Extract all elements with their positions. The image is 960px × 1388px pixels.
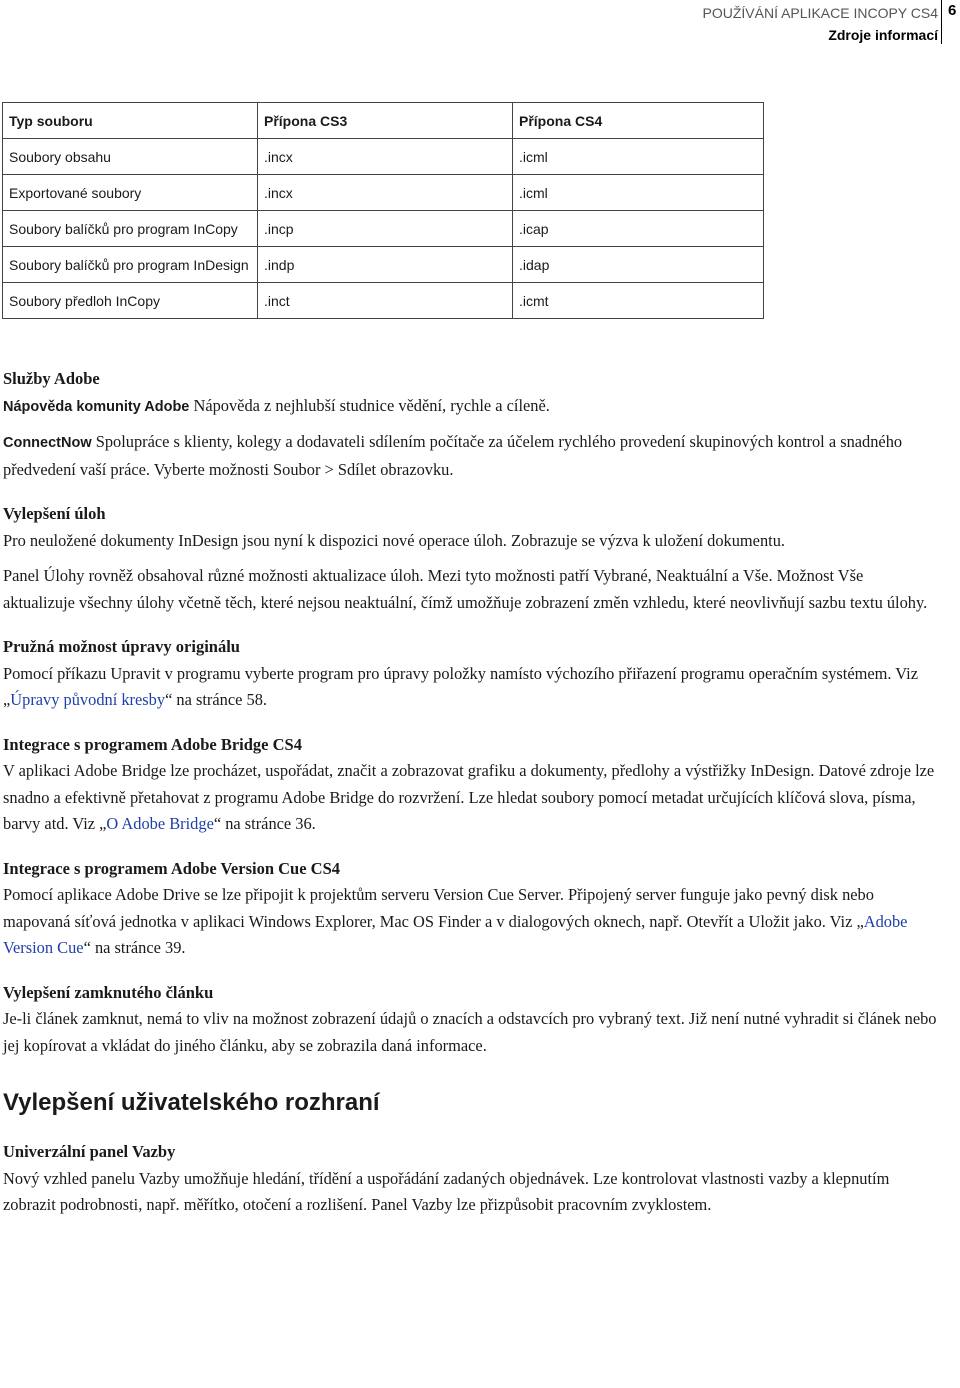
connectnow-label: ConnectNow: [3, 435, 92, 451]
community-help-text: Nápověda z nejhlubší studnice vědění, rychle a cíleně.: [189, 395, 550, 415]
table-cell: .incx: [258, 175, 513, 211]
table-row: [3, 283, 764, 319]
link-about-bridge[interactable]: O Adobe Bridge: [106, 814, 214, 833]
paragraph-version-cue: [3, 882, 938, 962]
community-help-label: Nápověda komunity Adobe: [3, 398, 190, 415]
table-cell: Soubory obsahu: [3, 139, 258, 175]
link-version-cue[interactable]: Adobe Version Cue: [3, 911, 908, 957]
running-header: [703, 2, 938, 46]
table-row: [3, 211, 764, 247]
section-heading-version-cue: Integrace s programem Adobe Version Cue CS4: [3, 858, 341, 878]
table-cell: Soubory předloh InCopy: [3, 283, 258, 319]
table-cell: .incx: [258, 139, 513, 175]
table-cell: Soubory balíčků pro program InCopy: [3, 211, 258, 247]
paragraph-tasks-1: Pro neuložené dokumenty InDesign jsou nyní k dispozici nové operace úloh. Zobrazuje se výzva k uložení dokumentu.: [3, 530, 785, 550]
section-title: Zdroje informací: [828, 27, 938, 43]
table-cell: .indp: [258, 247, 513, 283]
table-row: [3, 139, 764, 175]
paragraph-bridge: [3, 758, 938, 838]
chapter-heading-ui: Vylepšení uživatelského rozhraní: [3, 1089, 380, 1116]
text-span: “ na stránce 58.: [165, 690, 267, 709]
text-span: V aplikaci Adobe Bridge lze procházet, uspořádat, značit a zobrazovat grafiku a dokumenty, předlohy a výstřižky InDesign. Datové zdroje lze snadno a efektivně přetahovat z programu Adobe Bridge do rozvržení. Lze hledat soubory pomocí metadat určujících klíčová slova, písma, barvy atd. Viz „: [3, 761, 935, 833]
paragraph-locked-story: Je-li článek zamknut, nemá to vliv na možnost zobrazení údajů o znacích a odstavcích pro vybraný text. Již není nutné vyhradit si článek nebo jej kopírovat a vkládat do jiného článku, aby se zobrazila daná informace.: [3, 1009, 937, 1055]
section-heading-tasks: Vylepšení úloh: [3, 504, 106, 523]
paragraph-community-help: [3, 393, 938, 421]
document-title: POUŽÍVÁNÍ APLIKACE INCOPY CS4: [702, 5, 938, 21]
table-cell: Exportované soubory: [3, 175, 258, 211]
table-cell: .icml: [513, 139, 764, 175]
section-heading-locked-story: Vylepšení zamknutého článku: [3, 982, 214, 1002]
table-cell: .incp: [258, 211, 513, 247]
column-header: Přípona CS3: [258, 103, 513, 139]
header-divider: [941, 0, 942, 44]
page-number: 6: [948, 2, 957, 19]
column-header: Přípona CS4: [513, 103, 764, 139]
text-span: Pomocí příkazu Upravit v programu vyberte program pro úpravy položky namísto výchozího přiřazení programu operačním systémem. Viz „: [3, 663, 918, 709]
paragraph-tasks-2: Panel Úlohy rovněž obsahoval různé možnosti aktualizace úloh. Mezi tyto možnosti patří Vybrané, Neaktuální a Vše. Možnost Vše aktualizuje všechny úlohy včetně těch, které nejsou neaktuální, čímž umožňuje zobrazení změn vzhledu, které neovlivňují sazbu textu úlohy.: [3, 566, 928, 612]
text-span: Pomocí aplikace Adobe Drive se lze připojit k projektům serveru Version Cue Server. Připojený server funguje jako pevný disk nebo mapovaná síťová jednotka v aplikaci Windows Explorer, Mac OS Finder a v dialogových oknech, např. Otevřít a Uložit jako. Viz „: [3, 885, 874, 931]
table-cell: Soubory balíčků pro program InDesign: [3, 247, 258, 283]
table-cell: .icmt: [513, 283, 764, 319]
paragraph-connectnow: [3, 429, 938, 483]
section-heading-edit-original: Pružná možnost úpravy originálu: [3, 637, 240, 656]
link-edit-original-artwork[interactable]: Úpravy původní kresby: [10, 690, 166, 709]
table-cell: .inct: [258, 283, 513, 319]
table-cell: .icml: [513, 175, 764, 211]
text-span: “ na stránce 36.: [213, 814, 316, 833]
table-row: [3, 175, 764, 211]
table-cell: .idap: [513, 247, 764, 283]
paragraph-links-panel: Nový vzhled panelu Vazby umožňuje hledání, třídění a uspořádání zadaných objednávek. Lze kontrolovat vlastnosti vazby a klepnutím zobrazit podrobnosti, např. měřítko, otočení a rozlišení. Panel Vazby lze přizpůsobit pracovním zvyklostem.: [3, 1168, 890, 1214]
body-content: [3, 366, 938, 1219]
table-row: [3, 247, 764, 283]
table-header-row: [3, 103, 764, 139]
connectnow-text: Spolupráce s klienty, kolegy a dodavateli sdílením počítače za účelem rychlého provedení skupinových kontrol a snadného předvedení vaší práce. Vyberte možnosti Soubor > Sdílet obrazovku.: [3, 432, 903, 479]
section-heading-adobe-services: Služby Adobe: [3, 369, 100, 388]
section-heading-bridge: Integrace s programem Adobe Bridge CS4: [3, 734, 302, 754]
paragraph-edit-original: [3, 661, 938, 714]
file-extension-table: [2, 102, 764, 319]
table-cell: .icap: [513, 211, 764, 247]
text-span: “ na stránce 39.: [83, 938, 186, 957]
section-heading-links-panel: Univerzální panel Vazby: [3, 1142, 176, 1161]
column-header: Typ souboru: [3, 103, 258, 139]
